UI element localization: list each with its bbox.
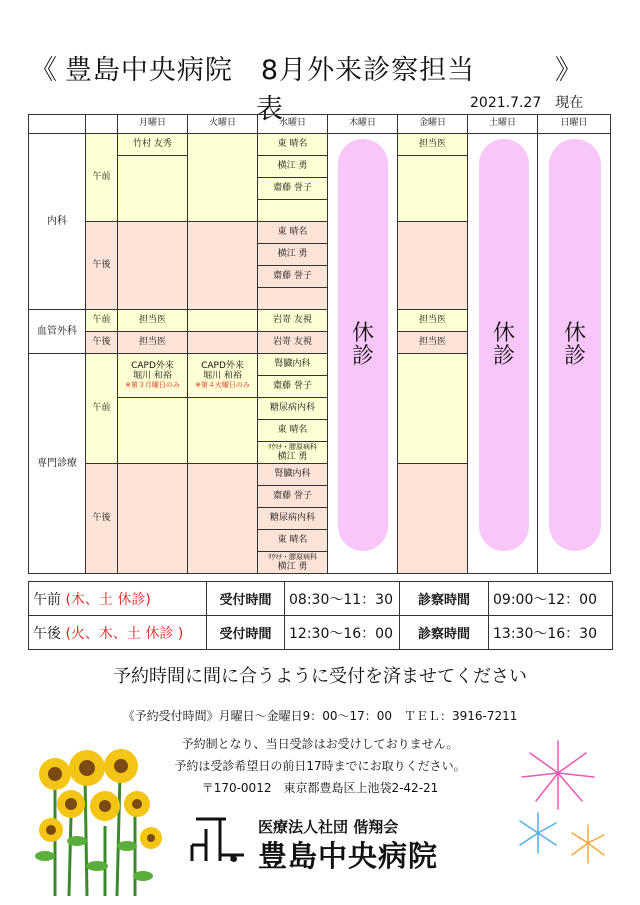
day-header: 日曜日: [538, 115, 611, 134]
reservation-hours: 《予約受付時間》月曜日〜金曜日9：00〜17：00 ＴＥＬ：3916-7211: [122, 709, 518, 723]
doctor-cell: 齋藤 誉子: [258, 178, 328, 200]
day-header: 火曜日: [188, 115, 258, 134]
hospital-logo-icon: [186, 815, 252, 865]
dept-senmon: 専門診療: [29, 354, 86, 574]
notice-text: 予約時間に間に合うように受付を済ませてください: [113, 666, 527, 687]
cell-kekkan-pm-mon: 担当医: [118, 332, 188, 354]
day-header: 土曜日: [468, 115, 538, 134]
clinic-cell: 糖尿病内科: [258, 508, 328, 530]
as-of-date: 2021.7.27 現在: [470, 95, 584, 111]
closed-sunday: 休 診: [549, 139, 601, 551]
doctor-cell: 東 晴名: [258, 222, 328, 244]
cell-naika-am-fri: 担当医: [398, 134, 468, 156]
doctor-cell: 齋藤 誉子: [258, 266, 328, 288]
hours-row-pm: 午後 (火、木、土 休診 ) 受付時間 12:30〜16：00 診察時間 13:30〜16：30: [29, 616, 613, 650]
doctor-cell: 東 晴名: [258, 420, 328, 442]
doctor-cell: 齋藤 誉子: [258, 486, 328, 508]
address: 〒170-0012 東京都豊島区上池袋2-42-21: [201, 781, 439, 795]
clinic-cell: ﾘｳﾏﾁ・膠原病科 横江 勇: [258, 442, 328, 464]
dept-naika: 内科: [29, 134, 86, 310]
capd-cell-tue: CAPD外来 堀川 和裕 ※第４火曜日のみ: [188, 354, 258, 398]
fireworks-illustration-icon: [508, 733, 618, 883]
closed-saturday: 休 診: [479, 139, 529, 551]
day-header: 月曜日: [118, 115, 188, 134]
doctor-cell: 横江 勇: [258, 244, 328, 266]
day-header: 木曜日: [328, 115, 398, 134]
clinic-cell: 糖尿病内科: [258, 398, 328, 420]
doctor-cell: 齋藤 誉子: [258, 376, 328, 398]
cell-kekkan-am-mon: 担当医: [118, 310, 188, 332]
slot-am: 午前: [86, 310, 118, 332]
slot-am: 午前: [86, 134, 118, 222]
day-header: 水曜日: [258, 115, 328, 134]
clinic-cell: 腎臓内科: [258, 354, 328, 376]
hours-row-am: 午前 (木、土 休診) 受付時間 08:30〜11：30 診察時間 09:00〜12：00: [29, 582, 613, 616]
doctor-cell: 横江 勇: [258, 156, 328, 178]
cell-kekkan-am-wed: 岩嵜 友視: [258, 310, 328, 332]
hospital-name: 豊島中央病院: [258, 839, 439, 873]
organization-name: 医療法人社団 偕翔会: [258, 818, 399, 836]
day-header: 金曜日: [398, 115, 468, 134]
clinic-cell: ﾘｳﾏﾁ・膠原病科 横江 勇: [258, 552, 328, 574]
cell-kekkan-pm-wed: 岩嵜 友視: [258, 332, 328, 354]
header-row: [29, 115, 611, 134]
closed-thursday: 休 診: [338, 139, 388, 551]
policy-line-1: 予約制となり、当日受診はお受けしておりません。: [181, 737, 459, 751]
capd-cell-mon: CAPD外来 堀川 和裕 ※第３月曜日のみ: [118, 354, 188, 398]
dept-kekkan: 血管外科: [29, 310, 86, 354]
slot-pm: 午後: [86, 222, 118, 310]
doctor-cell: 東 晴名: [258, 530, 328, 552]
slot-pm: 午後: [86, 464, 118, 574]
slot-pm: 午後: [86, 332, 118, 354]
slot-am: 午前: [86, 354, 118, 464]
doctor-cell: 東 晴名: [258, 134, 328, 156]
policy-line-2: 予約は受診希望日の前日17時までにお取りください。: [174, 759, 466, 773]
sunflower-illustration-icon: [25, 746, 165, 896]
cell-naika-am-mon: 竹村 友秀: [118, 134, 188, 156]
cell-kekkan-am-fri: 担当医: [398, 310, 468, 332]
cell-kekkan-pm-fri: 担当医: [398, 332, 468, 354]
hours-table: [28, 581, 613, 650]
clinic-cell: 腎臓内科: [258, 464, 328, 486]
